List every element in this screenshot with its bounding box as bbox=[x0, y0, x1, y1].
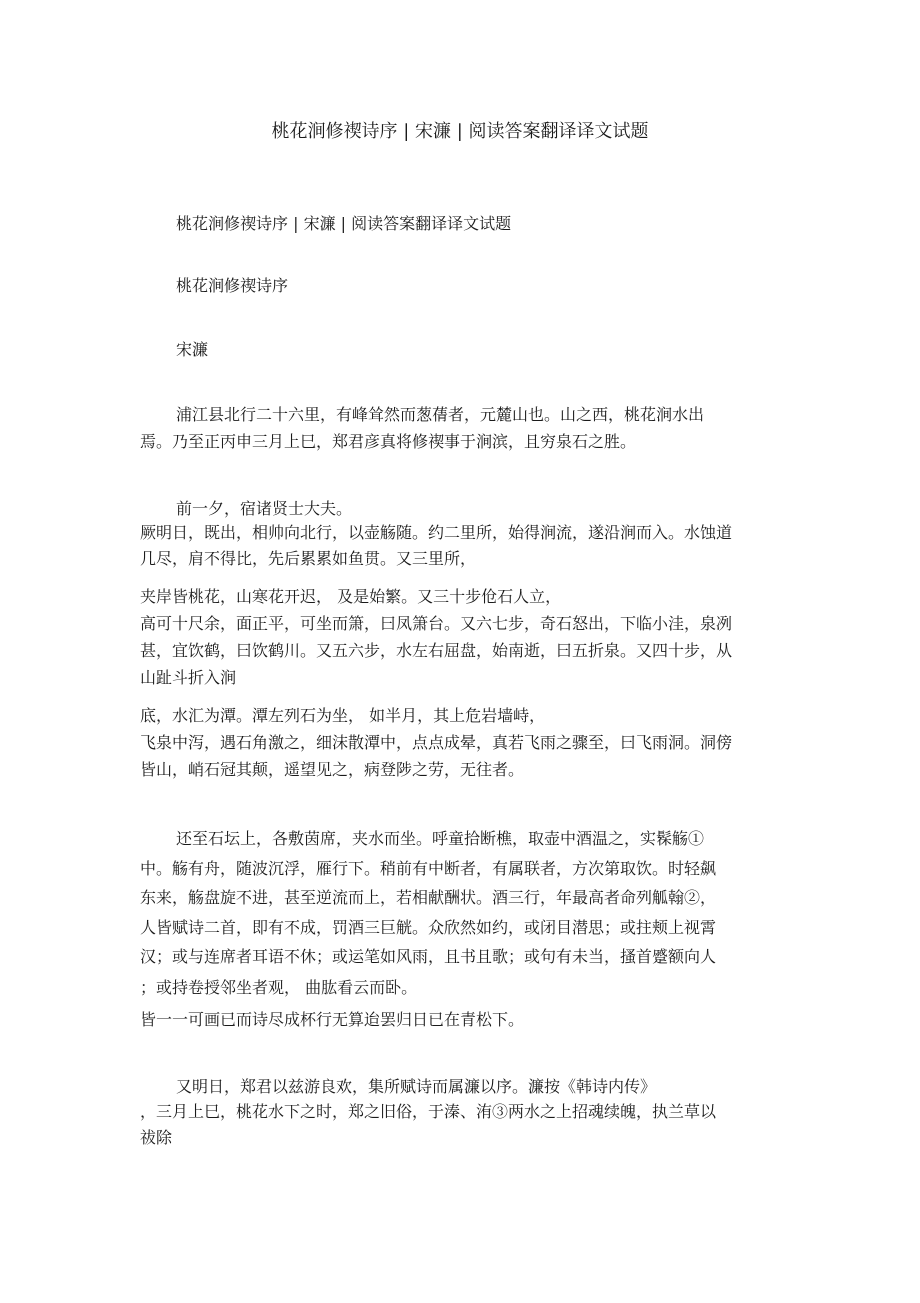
paragraph-line: 山趾斗折入涧 bbox=[140, 668, 237, 687]
paragraph-line: 夹岸皆桃花，山寒花开迟， 及是始繁。又三十步伧石人立， bbox=[140, 587, 562, 606]
author-name: 宋濂 bbox=[176, 340, 209, 359]
paragraph-line: 底，水汇为潭。潭左列石为坐， 如半月，其上危岩墙峙， bbox=[140, 706, 546, 725]
subtitle-line: 桃花涧修禊诗序 | 宋濂 | 阅读答案翻译译文试题 bbox=[176, 214, 512, 233]
paragraph-line: 厥明日，既出，相帅向北行，以壶觞随。约二里所，始得涧流，遂沿涧而入。水蚀道 bbox=[140, 523, 733, 542]
paragraph-line: 皆一一可画已而诗尽成杯行无算迨罢归日已在青松下。 bbox=[140, 1010, 525, 1029]
paragraph-line: 几尽，肩不得比，先后累累如鱼贯。又三里所， bbox=[140, 549, 477, 568]
paragraph-line: ；或持卷授邻坐者观， 曲肱看云而卧。 bbox=[140, 978, 418, 997]
document-title: 桃花涧修禊诗序 | 宋濂 | 阅读答案翻译译文试题 bbox=[271, 121, 649, 142]
paragraph-line: 浦江县北行二十六里，有峰耸然而葱蒨者，元麓山也。山之西，桃花涧水出 bbox=[176, 405, 705, 424]
paragraph-line: 人皆赋诗二首，即有不成，罚酒三巨觥。众欣然如约，或闭目潜思；或拄颊上视霄 bbox=[140, 918, 717, 937]
paragraph-line: ，三月上巳，桃花水下之时，郑之旧俗，于溱、洧③两水之上招魂续魄，执兰草以 bbox=[140, 1102, 717, 1121]
paragraph-line: 皆山，峭石冠其颠，遥望见之，病登陟之劳，无往者。 bbox=[140, 760, 525, 779]
paragraph-line: 东来，觞盘旋不进，甚至逆流而上，若相献酬状。酒三行，年最高者命列觚翰②， bbox=[140, 888, 717, 907]
paragraph-line: 前一夕，宿诸贤士大夫。 bbox=[176, 499, 353, 518]
paragraph-line: 甚，宜饮鹤，曰饮鹤川。又五六步，水左右屈盘，始南逝，曰五折泉。又四十步，从 bbox=[140, 641, 733, 660]
paragraph-line: 中。觞有舟，随波沉浮，雁行下。稍前有中断者，有属联者，方次第取饮。时轻飙 bbox=[140, 859, 717, 878]
paragraph-line: 祓除 bbox=[140, 1128, 173, 1147]
paragraph-line: 又明日，郑君以兹游良欢，集所赋诗而属濂以序。濂按《韩诗内传》 bbox=[176, 1077, 657, 1096]
paragraph-line: 飞泉中泻，遇石角激之，细沫散潭中，点点成晕，真若飞雨之骤至，曰飞雨洞。洞傍 bbox=[140, 733, 733, 752]
paragraph-line: 焉。乃至正丙申三月上巳，郑君彦真将修禊事于涧滨，且穷泉石之胜。 bbox=[140, 432, 637, 451]
paragraph-line: 还至石坛上，各敷茵席，夹水而坐。呼童拾断樵，取壶中酒温之，实髹觞① bbox=[176, 829, 705, 848]
paragraph-line: 汉；或与连席者耳语不休；或运笔如风雨，且书且歌；或句有未当，搔首蹙额向人 bbox=[140, 947, 717, 966]
paragraph-line: 高可十尺余，面正平，可坐而箫，曰凤箫台。又六七步，奇石怒出，下临小洼，泉冽 bbox=[140, 614, 733, 633]
poem-title: 桃花涧修禊诗序 bbox=[176, 276, 289, 295]
